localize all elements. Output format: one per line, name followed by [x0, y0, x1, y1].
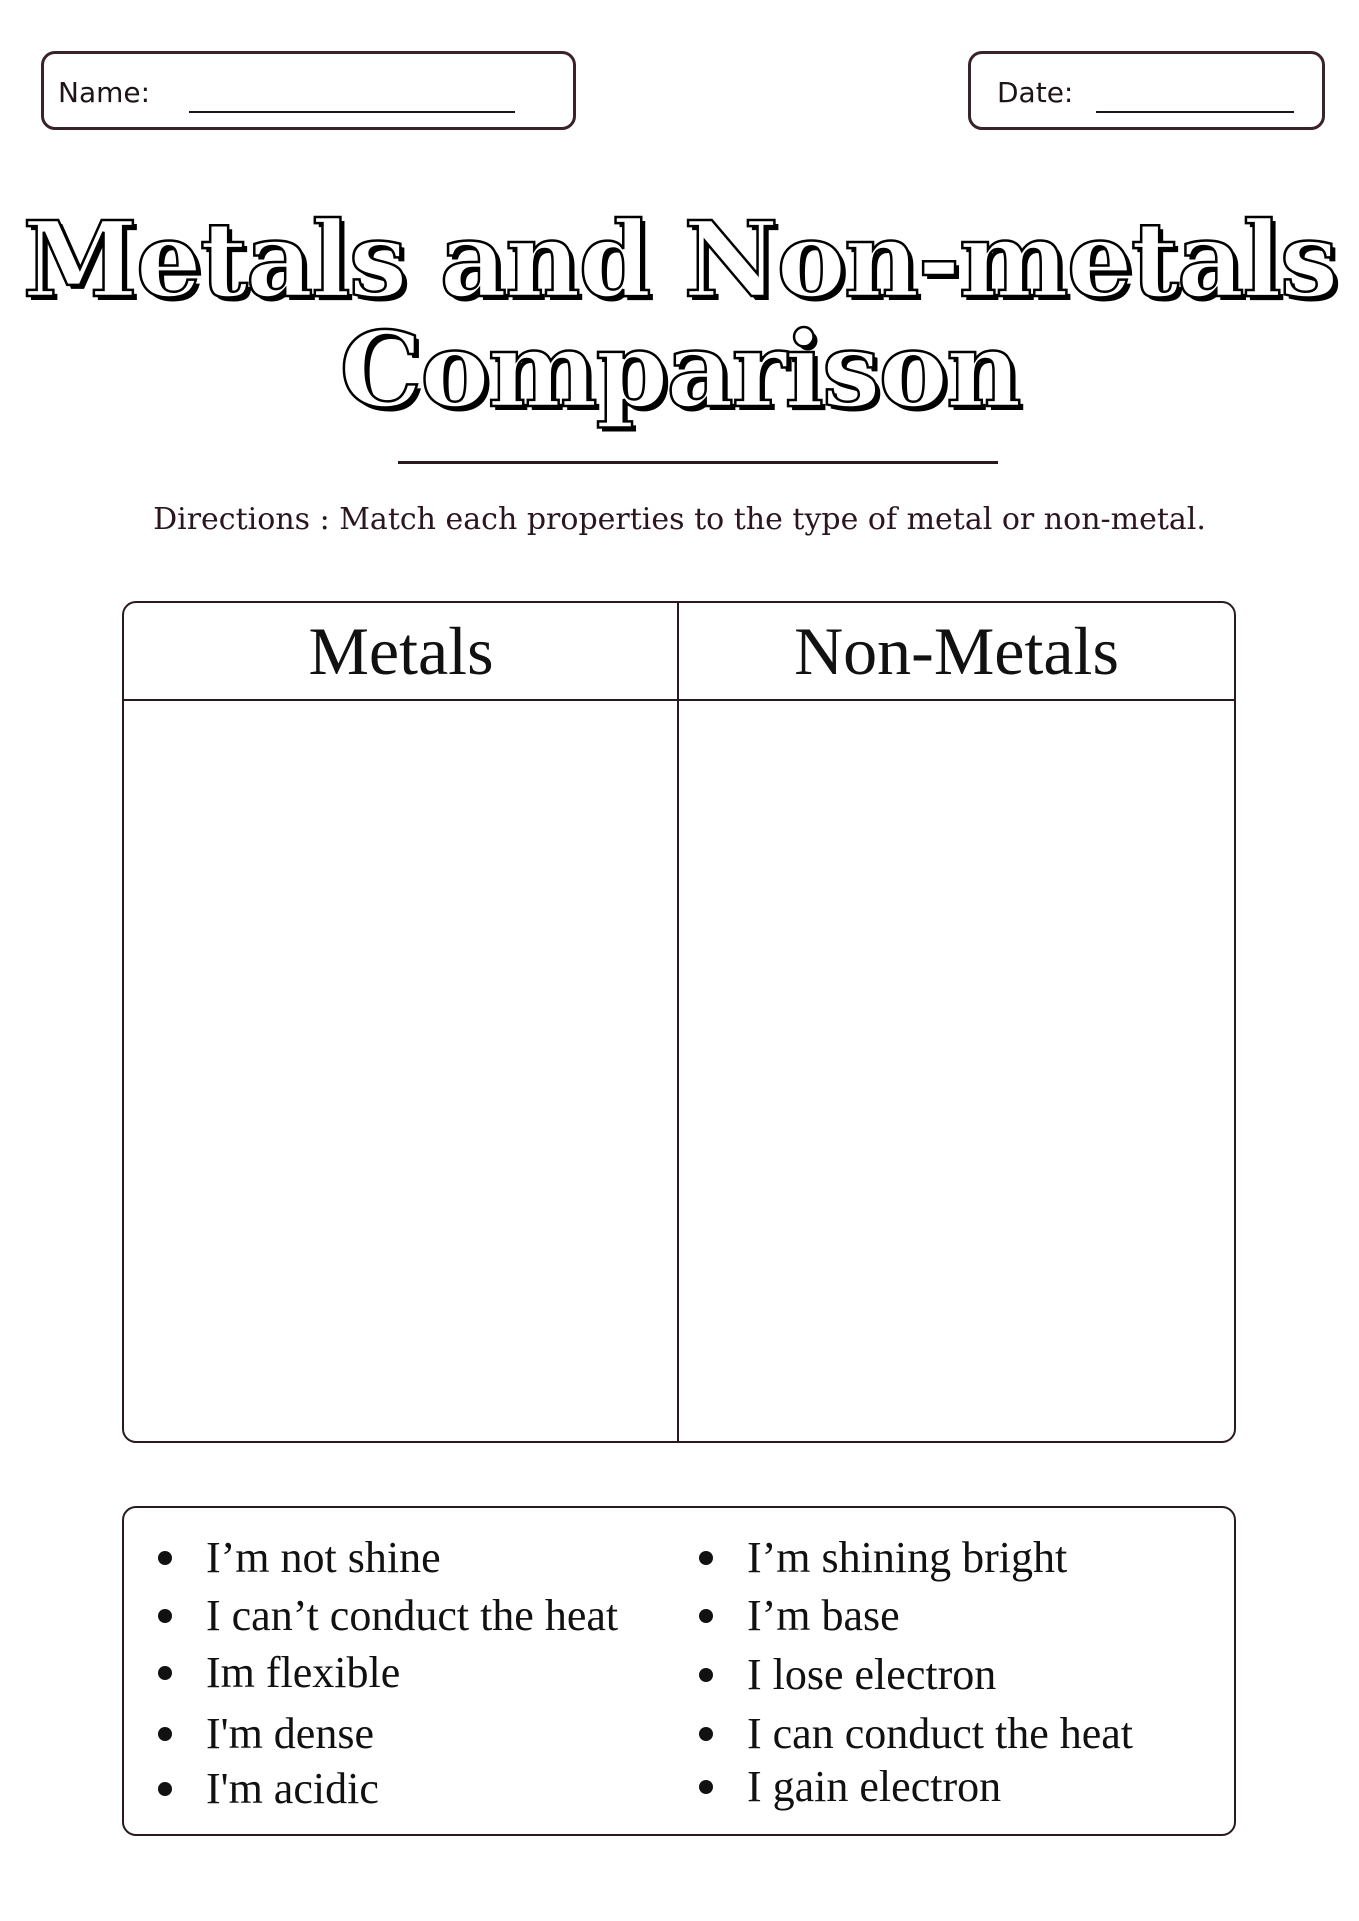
sorting-table	[122, 601, 1236, 1443]
directions-text: Directions : Match each properties to the type of metal or non-metal.	[153, 502, 1206, 537]
page-title-line-2: Comparison	[339, 308, 1020, 431]
bullet-icon	[699, 1668, 713, 1682]
word-bank-item-label: I’m base	[747, 1591, 900, 1640]
bullet-icon	[158, 1727, 172, 1741]
word-bank-item-label: I can conduct the heat	[747, 1709, 1134, 1758]
bullet-icon	[158, 1782, 172, 1796]
word-bank-item-label: Im flexible	[206, 1648, 401, 1697]
nonmetals-column-header: Non-Metals	[794, 613, 1119, 689]
word-bank	[122, 1506, 1236, 1836]
table-column-divider	[677, 603, 679, 1441]
bullet-icon	[158, 1666, 172, 1680]
word-bank-item-label: I’m not shine	[206, 1533, 441, 1582]
word-bank-item-label: I can’t conduct the heat	[206, 1591, 619, 1640]
name-field[interactable]	[41, 51, 576, 130]
nonmetals-answer-area[interactable]	[680, 702, 1234, 1441]
bullet-icon	[699, 1609, 713, 1623]
date-write-line[interactable]	[1096, 111, 1294, 113]
page-title-line-1: Metals and Non-metals	[22, 198, 1337, 321]
word-bank-item-label: I gain electron	[747, 1762, 1002, 1811]
bullet-icon	[699, 1780, 713, 1794]
word-bank-item-label: I'm dense	[206, 1709, 374, 1758]
metals-column-header: Metals	[308, 613, 494, 689]
word-bank-item-label: I’m shining bright	[747, 1533, 1068, 1582]
word-bank-item-label: I lose electron	[747, 1650, 997, 1699]
bullet-icon	[699, 1727, 713, 1741]
name-write-line[interactable]	[189, 111, 515, 113]
title-divider	[398, 461, 998, 464]
word-bank-item-label: I'm acidic	[206, 1764, 379, 1813]
bullet-icon	[158, 1551, 172, 1565]
date-field[interactable]	[968, 51, 1325, 130]
metals-answer-area[interactable]	[124, 702, 677, 1441]
date-label: Date:	[997, 76, 1074, 109]
table-header-divider	[124, 699, 1234, 701]
bullet-icon	[699, 1551, 713, 1565]
bullet-icon	[158, 1609, 172, 1623]
name-label: Name:	[58, 76, 151, 109]
